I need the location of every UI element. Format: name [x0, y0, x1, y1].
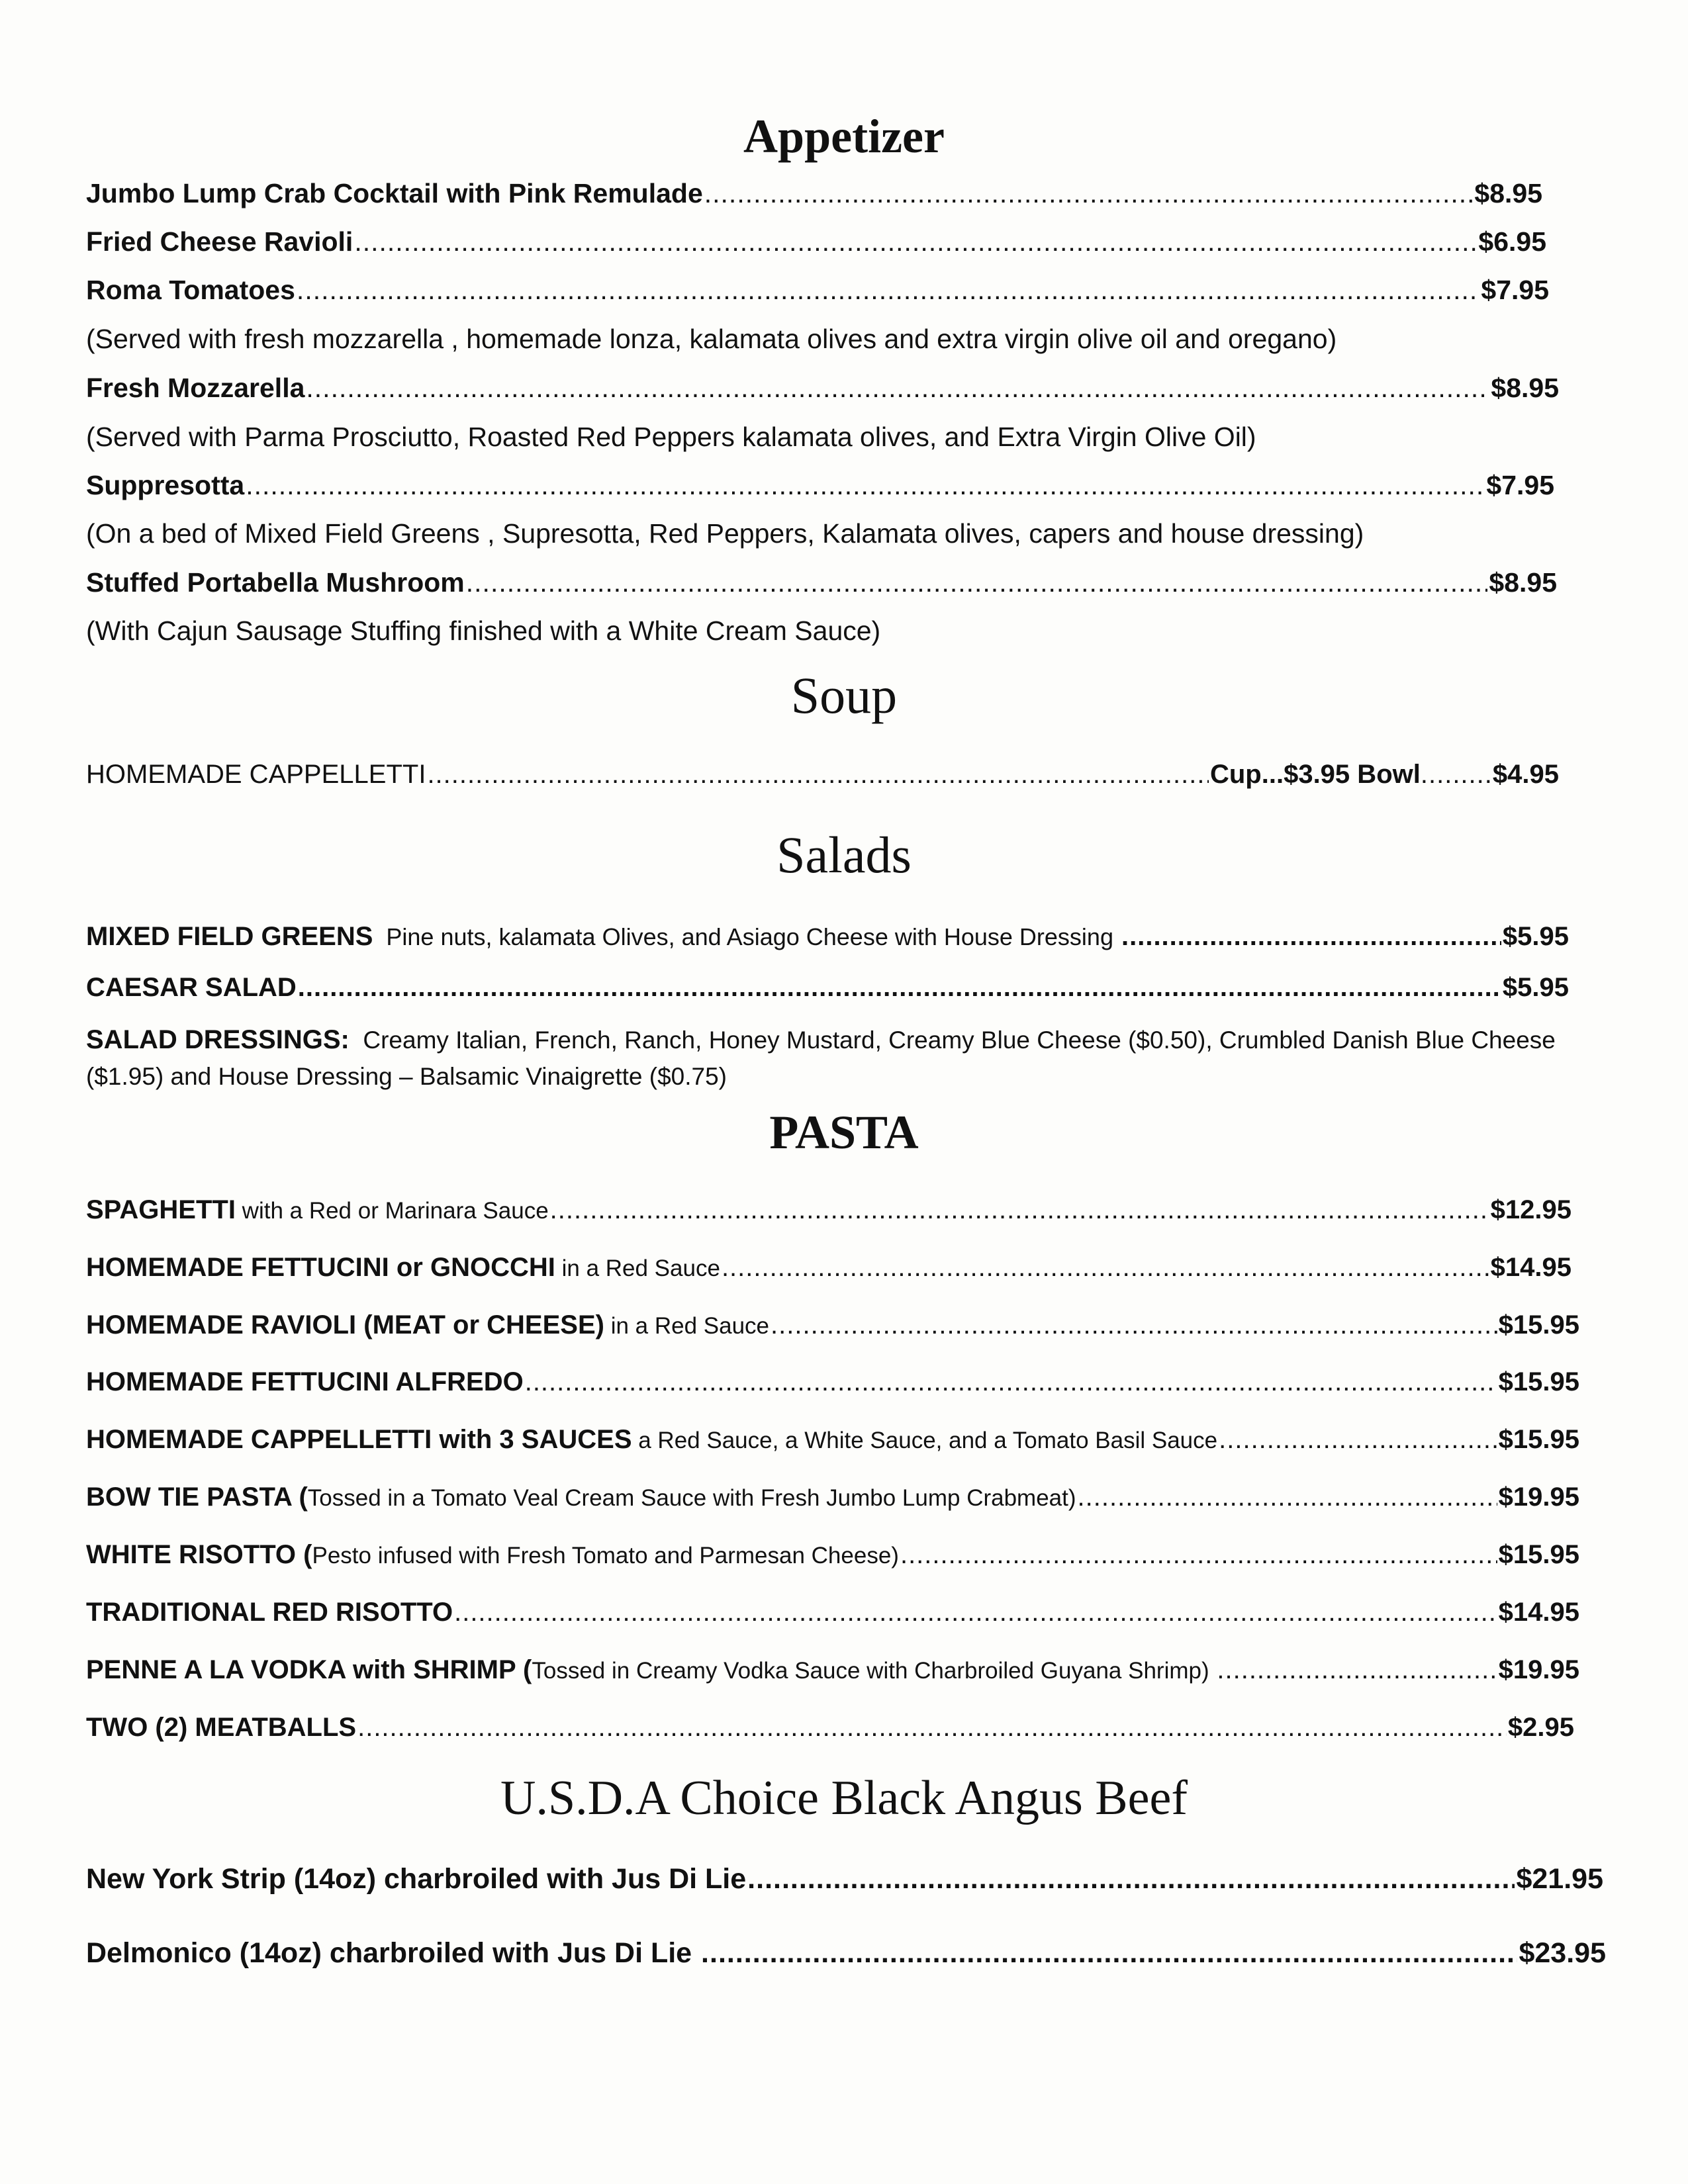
menu-item-fresh-mozzarella: [86, 375, 1559, 402]
leader-dots: [246, 472, 1485, 499]
item-description: in a Red Sauce: [604, 1313, 770, 1339]
menu-item-stuffed-portabella: [86, 569, 1557, 596]
leader-dots: [354, 228, 1477, 255]
leader-dots: [1078, 1484, 1497, 1510]
menu-item-crab-cocktail: [86, 180, 1542, 207]
leader-dots: [771, 1312, 1497, 1338]
menu-item-caesar-salad: [86, 974, 1569, 1001]
item-description: Tossed in a Tomato Veal Cream Sauce with Fresh Jumbo Lump Crabmeat): [307, 1485, 1076, 1511]
leader-dots: [466, 569, 1488, 596]
item-price: $8.95: [1491, 373, 1559, 403]
item-description: (Served with Parma Prosciutto, Roasted Red Peppers kalamata olives, and Extra Virgin Olive Oil): [86, 422, 1256, 452]
item-price: $14.95: [1498, 1598, 1579, 1627]
item-price: $15.95: [1498, 1540, 1579, 1569]
bowl-price: $4.95: [1492, 760, 1559, 789]
leader-dots: [550, 1197, 1489, 1223]
item-description: (Served with fresh mozzarella , homemade lonza, kalamata olives and extra virgin olive oil and oregano): [86, 324, 1337, 354]
leader-dots: [704, 180, 1474, 207]
item-description: with a Red or Marinara Sauce: [235, 1198, 549, 1224]
item-description: in a Red Sauce: [555, 1255, 720, 1281]
item-price: $6.95: [1478, 226, 1546, 257]
dressings-list: Creamy Italian, French, Ranch, Honey Mustard, Creamy Blue Cheese ($0.50), Crumbled Danish Blue Cheese ($1.95) and House Dressing – Balsamic Vinaigrette ($0.75): [86, 1026, 1563, 1090]
item-name: Jumbo Lump Crab Cocktail with Pink Remulade: [86, 178, 703, 208]
leader-dots: [701, 1939, 1517, 1968]
menu-item-roma-tomatoes: [86, 277, 1549, 304]
leader-dots: [306, 375, 1489, 402]
item-name: HOMEMADE CAPPELLETTI with 3 SAUCES: [86, 1425, 632, 1454]
item-name: MIXED FIELD GREENS: [86, 922, 373, 951]
leader-dots: [1121, 923, 1501, 950]
beef-heading: U.S.D.A Choice Black Angus Beef: [500, 1771, 1188, 1825]
item-price: $15.95: [1498, 1310, 1579, 1340]
menu-item-mixed-field-greens: [86, 923, 1569, 950]
item-name: Stuffed Portabella Mushroom: [86, 567, 465, 598]
menu-item-red-risotto: [86, 1599, 1579, 1625]
item-price: $12.95: [1490, 1195, 1571, 1224]
item-name: Delmonico (14oz) charbroiled with Jus Di Lie: [86, 1937, 700, 1969]
item-name: Suppresotta: [86, 470, 245, 500]
item-price: $15.95: [1498, 1367, 1579, 1396]
salads-heading: Salads: [776, 826, 912, 884]
item-price: $14.95: [1490, 1253, 1571, 1282]
item-name: HOMEMADE FETTUCINI ALFREDO: [86, 1367, 524, 1396]
menu-item-ravioli: [86, 1312, 1579, 1338]
leader-dots: [747, 1865, 1515, 1893]
bowl-label: Bowl: [1350, 760, 1421, 789]
item-description: Tossed in Creamy Vodka Sauce with Charbroiled Guyana Shrimp): [532, 1658, 1216, 1684]
item-name: Fried Cheese Ravioli: [86, 226, 353, 257]
item-name: SPAGHETTI: [86, 1195, 236, 1224]
item-price: $5.95: [1502, 973, 1569, 1002]
item-description: (On a bed of Mixed Field Greens , Supresotta, Red Peppers, Kalamata olives, capers and house dressing): [86, 518, 1364, 549]
item-name: TWO (2) MEATBALLS: [86, 1713, 357, 1742]
menu-item-bow-tie-pasta: [86, 1484, 1579, 1510]
menu-item-penne-vodka: [86, 1657, 1579, 1683]
menu-item-meatballs: [86, 1714, 1574, 1741]
leader-dots: [427, 761, 1209, 788]
item-price: $8.95: [1474, 178, 1542, 208]
leader-dots: [525, 1369, 1497, 1395]
item-price: $21.95: [1516, 1863, 1603, 1895]
cup-label: Cup...: [1209, 760, 1284, 789]
menu-item-new-york-strip: [86, 1865, 1603, 1893]
menu-item-fettucini-alfredo: [86, 1369, 1579, 1395]
cup-price: $3.95: [1284, 760, 1350, 789]
item-description: (With Cajun Sausage Stuffing finished with a White Cream Sauce): [86, 615, 881, 646]
item-price: $2.95: [1507, 1713, 1574, 1742]
leader-dots: [298, 974, 1501, 1001]
menu-item-delmonico: [86, 1939, 1606, 1968]
menu-item-cappelletti-3-sauces: [86, 1426, 1579, 1453]
item-price: $8.95: [1489, 567, 1557, 598]
item-price: $7.95: [1481, 275, 1549, 305]
menu-item-fettucini-gnocchi: [86, 1254, 1571, 1281]
item-name: TRADITIONAL RED RISOTTO: [86, 1598, 453, 1627]
item-price: $19.95: [1498, 1482, 1579, 1512]
leader-dots: [1219, 1426, 1497, 1453]
item-price: $15.95: [1498, 1425, 1579, 1454]
item-name: HOMEMADE CAPPELLETTI: [86, 760, 426, 789]
item-name: PENNE A LA VODKA with SHRIMP (: [86, 1655, 532, 1684]
item-name: CAESAR SALAD: [86, 973, 297, 1002]
item-name: BOW TIE PASTA (: [86, 1482, 308, 1512]
menu-item-white-risotto: [86, 1541, 1579, 1568]
appetizer-heading: Appetizer: [743, 110, 945, 163]
salad-dressings: [86, 1021, 1569, 1095]
item-name: WHITE RISOTTO (: [86, 1540, 312, 1569]
leader-dots: [297, 277, 1479, 304]
leader-dots: [1217, 1657, 1497, 1683]
menu-item-soup-cappelletti: [86, 761, 1559, 788]
soup-heading: Soup: [790, 666, 898, 724]
leader-dots: [454, 1599, 1497, 1625]
dressings-label: SALAD DRESSINGS:: [86, 1025, 350, 1054]
item-price: $19.95: [1498, 1655, 1579, 1684]
bowl-dots: .........: [1420, 760, 1493, 789]
menu-item-spaghetti: [86, 1197, 1571, 1223]
item-description: Pine nuts, kalamata Olives, and Asiago Cheese with House Dressing: [373, 923, 1120, 950]
item-name: Roma Tomatoes: [86, 275, 295, 305]
leader-dots: [357, 1714, 1507, 1741]
item-price: $7.95: [1486, 470, 1554, 500]
menu-item-suppresotta: [86, 472, 1554, 499]
item-price: $5.95: [1502, 922, 1569, 951]
leader-dots: [722, 1254, 1489, 1281]
leader-dots: [900, 1541, 1497, 1568]
item-name: Fresh Mozzarella: [86, 373, 305, 403]
item-description: Pesto infused with Fresh Tomato and Parmesan Cheese): [312, 1543, 899, 1569]
item-name: HOMEMADE RAVIOLI (MEAT or CHEESE): [86, 1310, 604, 1340]
menu-item-fried-ravioli: [86, 228, 1546, 255]
item-name: New York Strip (14oz) charbroiled with Jus Di Lie: [86, 1863, 747, 1895]
item-description: a Red Sauce, a White Sauce, and a Tomato Basil Sauce: [632, 1428, 1218, 1453]
item-name: HOMEMADE FETTUCINI or GNOCCHI: [86, 1253, 555, 1282]
pasta-heading: PASTA: [769, 1106, 919, 1159]
item-price: $23.95: [1519, 1937, 1606, 1969]
